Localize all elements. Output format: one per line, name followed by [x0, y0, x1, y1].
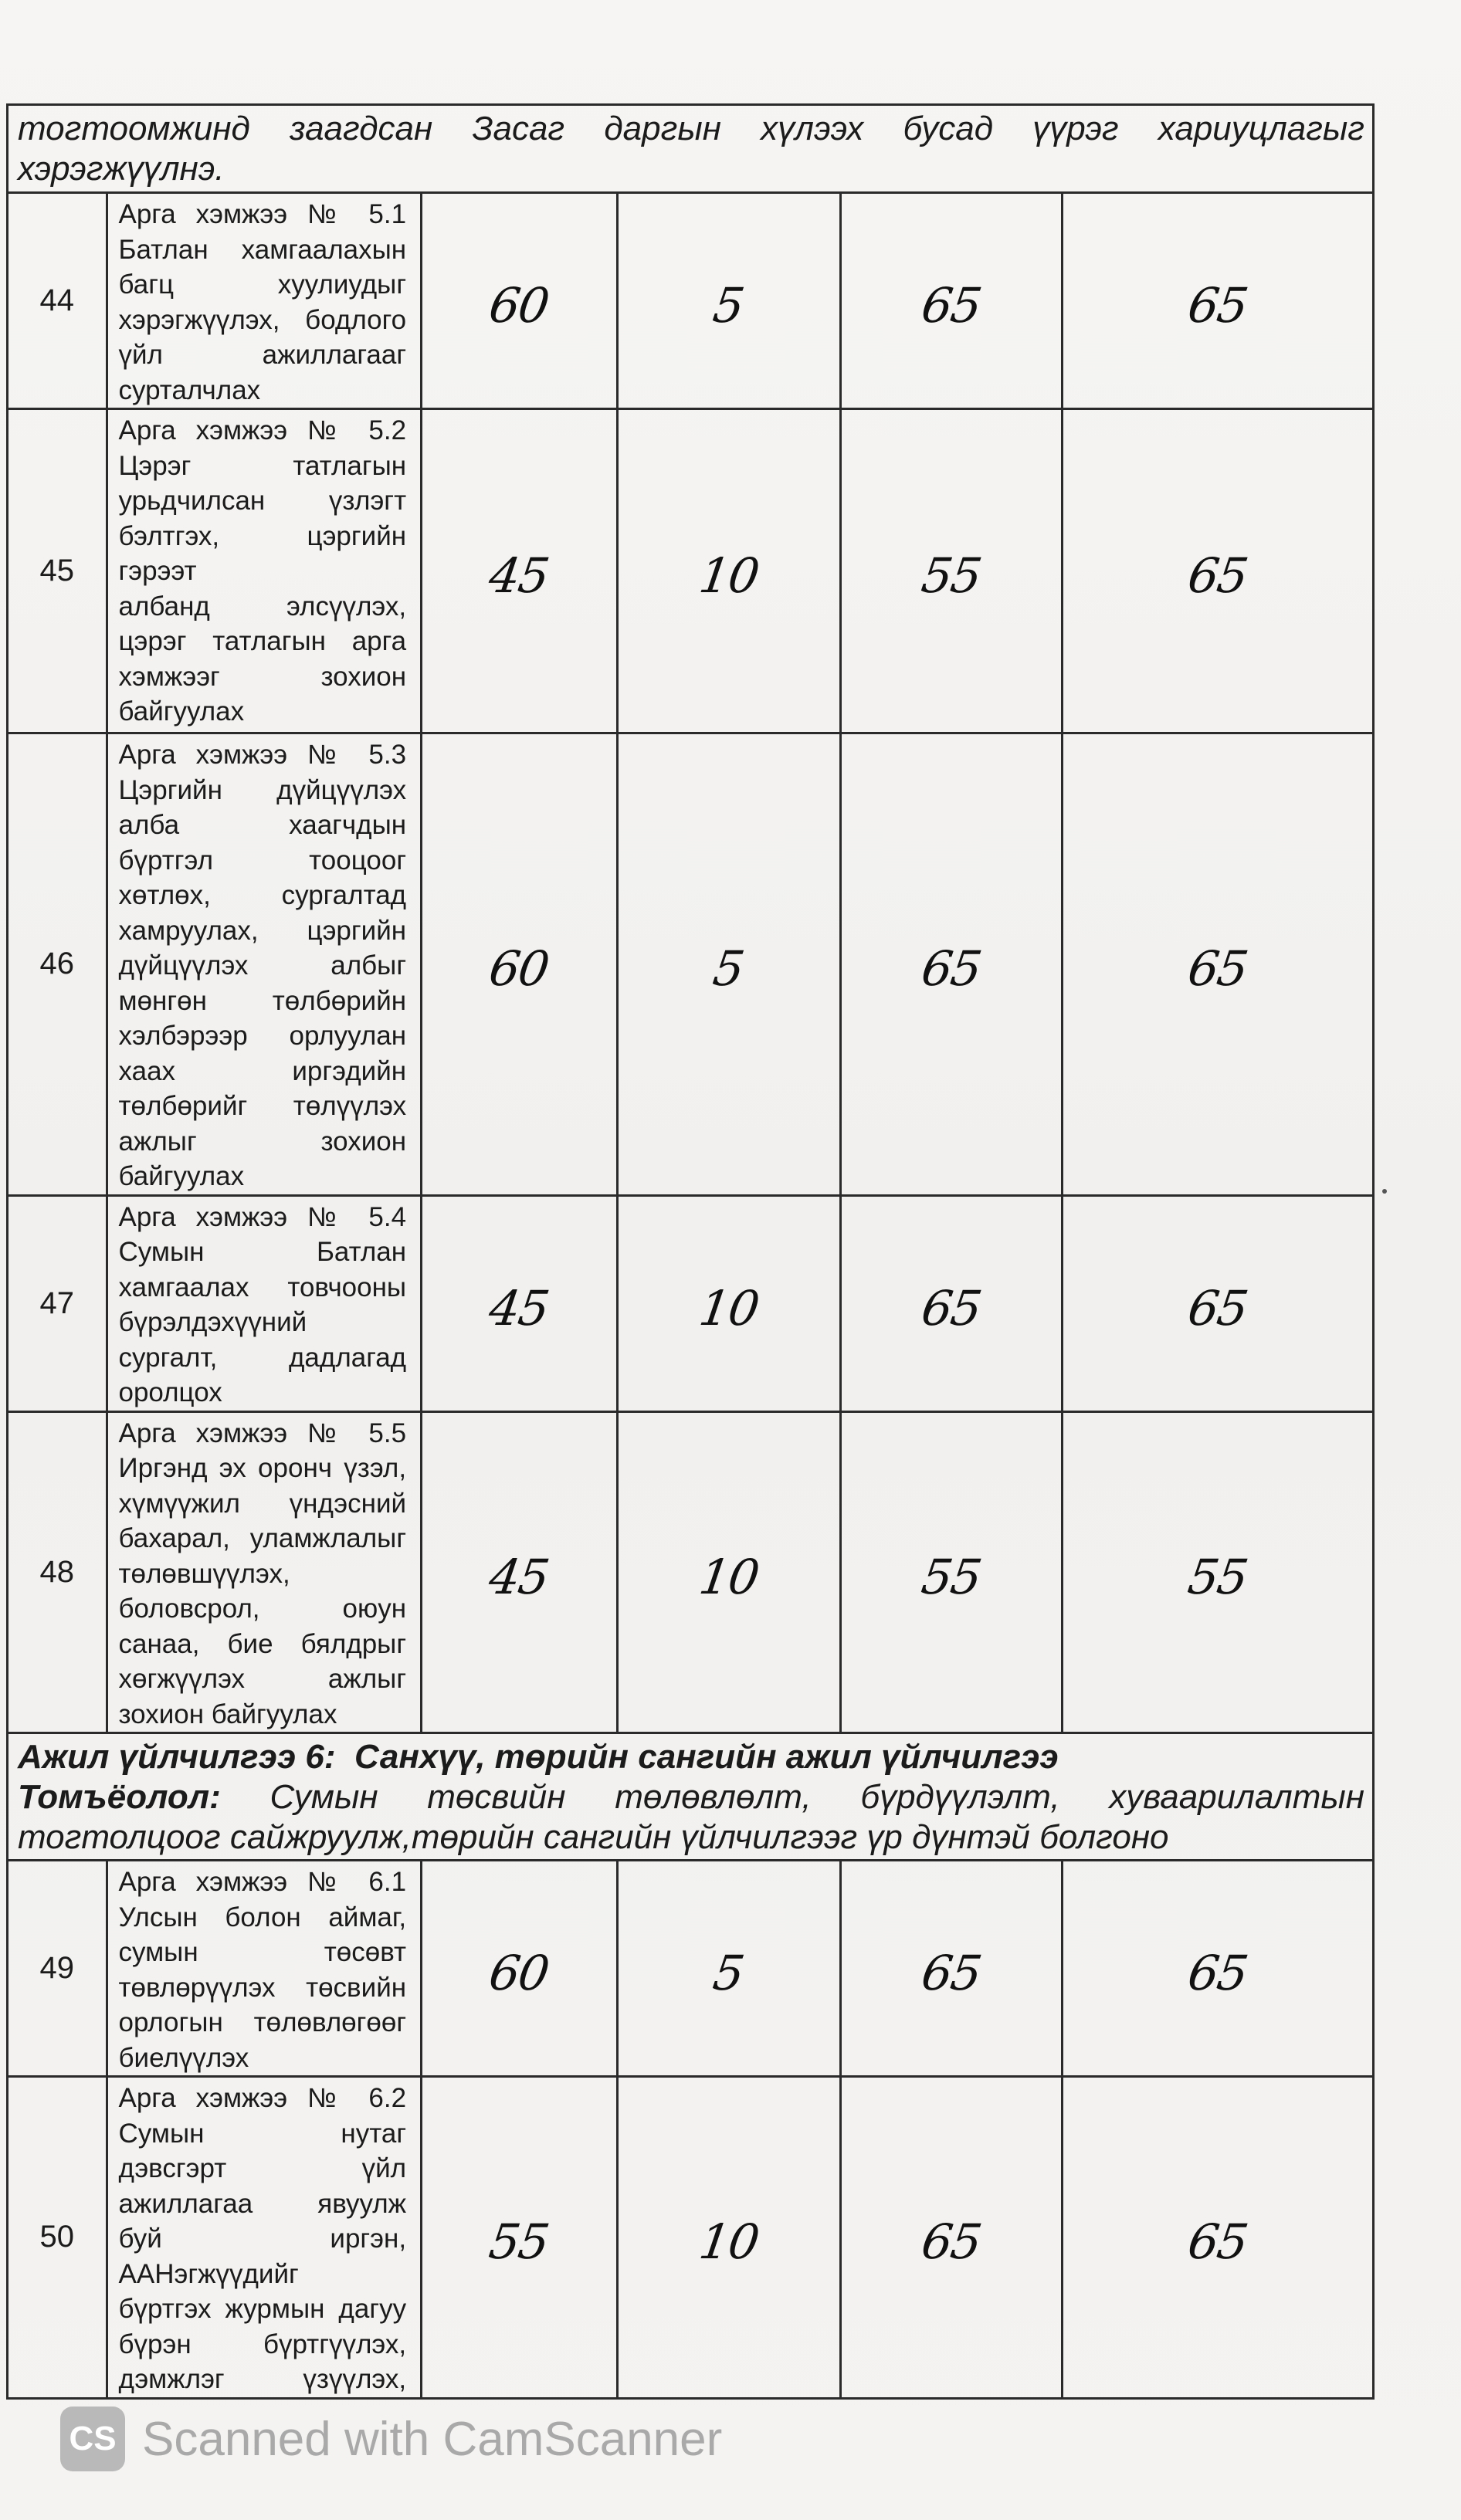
desc-line: төлөвшүүлэх,	[118, 1558, 290, 1589]
row-number: 49	[8, 1861, 107, 2077]
handwritten-value: 45	[486, 1279, 552, 1336]
value-cell	[422, 193, 618, 409]
direction-label: Томъёолол:	[18, 1778, 221, 1816]
desc-line: орлогын төлөвлөгөөг	[118, 2007, 407, 2037]
handwritten-value: 65	[1184, 940, 1250, 998]
value-cell	[422, 1861, 618, 2077]
service-line	[18, 1737, 1364, 1777]
desc-line: санаа, бие бялдрыг	[118, 1628, 407, 1659]
row-description	[107, 1195, 422, 1411]
value-cell	[618, 193, 841, 409]
handwritten-value: 5	[710, 277, 747, 334]
desc-line: бүртгэл тооцоог	[118, 845, 407, 876]
value-cell	[422, 2077, 618, 2399]
table-row	[8, 1195, 1374, 1411]
desc-line: зохион байгуулах	[118, 1699, 337, 1729]
desc-line: Арга хэмжээ № 5.4	[118, 1201, 407, 1232]
handwritten-value: 60	[486, 1945, 552, 2001]
desc-line: Арга хэмжээ № 6.2	[118, 2083, 407, 2113]
row-number: 44	[8, 193, 107, 409]
service-title: Санхүү, төрийн сангийн ажил үйлчилгээ	[354, 1738, 1059, 1776]
table-row	[8, 1411, 1374, 1733]
row-description	[107, 2077, 422, 2399]
handwritten-value: 45	[486, 1548, 552, 1605]
row-number: 48	[8, 1411, 107, 1733]
desc-line: Арга хэмжээ № 5.3	[118, 740, 407, 770]
watermark-text: Scanned with CamScanner	[142, 2412, 723, 2466]
handwritten-value: 10	[695, 547, 761, 604]
desc-line: дэвсгэрт үйл	[118, 2153, 407, 2183]
direction-line-2: тогтолцоог сайжруулж,төрийн сангийн үйлчилгээг үр дүнтэй болгоно	[18, 1818, 1169, 1856]
handwritten-value: 60	[486, 940, 552, 998]
handwritten-value: 55	[1184, 1548, 1250, 1605]
desc-line: сургалт, дадлагад	[118, 1342, 407, 1373]
desc-line: алба хаагчдын	[118, 810, 407, 840]
row-description	[107, 409, 422, 733]
desc-line: албанд элсүүлэх,	[118, 591, 407, 622]
desc-line: урьдчилсан үзлэгт	[118, 486, 407, 516]
row-number: 46	[8, 733, 107, 1196]
desc-line: боловсрол, оюун	[118, 1594, 407, 1624]
value-cell	[618, 733, 841, 1196]
banner-top-line: тогтоомжинд заагдсан Засаг даргын хүлээх бусад үүрэг хариуцлагыг	[18, 110, 1364, 147]
handwritten-value: 65	[917, 277, 985, 334]
value-cell	[422, 409, 618, 733]
desc-line: цэрэг татлагын арга	[118, 626, 407, 656]
desc-line: бүртгэх журмын дагуу	[118, 2294, 407, 2324]
desc-line: гэрээт	[118, 556, 197, 586]
camscanner-watermark	[60, 2404, 722, 2474]
handwritten-value: 5	[710, 1945, 747, 2001]
desc-line: Иргэнд эх оронч үзэл,	[118, 1453, 407, 1483]
handwritten-value: 10	[695, 1548, 761, 1605]
handwritten-value: 10	[695, 2213, 761, 2271]
desc-line: Цэрэг татлагын	[118, 450, 407, 481]
desc-line: байгуулах	[118, 1161, 245, 1191]
value-cell	[841, 733, 1063, 1196]
table-row	[8, 409, 1374, 733]
direction-text: Сумын төсвийн төлөвлөлт, бүрдүүлэлт, хуваарилалтын	[269, 1778, 1364, 1816]
value-cell	[841, 1195, 1063, 1411]
desc-line: багц хуулиудыг	[118, 269, 407, 300]
desc-line: төлбөрийг төлүүлэх	[118, 1091, 407, 1121]
desc-line: Сумын Батлан	[118, 1237, 407, 1267]
value-cell	[1063, 1411, 1374, 1733]
handwritten-value: 10	[695, 1279, 761, 1336]
service-label: Ажил үйлчилгээ 6:	[18, 1738, 336, 1776]
desc-line: бахарал, уламжлалыг	[118, 1523, 407, 1553]
value-cell	[618, 1861, 841, 2077]
speck	[1382, 1189, 1387, 1194]
value-cell	[1063, 1861, 1374, 2077]
value-cell	[1063, 1195, 1374, 1411]
table-row	[8, 193, 1374, 409]
desc-line: Цэргийн дүйцүүлэх	[118, 774, 407, 805]
desc-line: хүмүүжил үндэсний	[118, 1488, 407, 1519]
value-cell	[618, 1411, 841, 1733]
desc-line: хэмжээг зохион	[118, 661, 407, 692]
desc-line: хаах иргэдийн	[118, 1055, 407, 1086]
value-cell	[618, 409, 841, 733]
desc-line: сурталчлах	[118, 374, 261, 405]
handwritten-value: 65	[1184, 547, 1250, 604]
handwritten-value: 65	[917, 1945, 985, 2001]
handwritten-value: 45	[486, 547, 552, 604]
desc-line: сумын төсөвт	[118, 1937, 407, 1967]
desc-line: дүйцүүлэх албыг	[118, 950, 407, 981]
desc-line: Арга хэмжээ № 5.2	[118, 415, 407, 445]
handwritten-value: 65	[917, 1279, 985, 1336]
banner-row-top	[8, 105, 1374, 193]
value-cell	[422, 1195, 618, 1411]
row-number: 50	[8, 2077, 107, 2399]
desc-line: Сумын нутаг	[118, 2118, 407, 2149]
desc-line: ажлыг зохион	[118, 1126, 407, 1157]
row-number: 45	[8, 409, 107, 733]
activity-table	[6, 103, 1375, 2400]
row-number: 47	[8, 1195, 107, 1411]
desc-line: Улсын болон аймаг,	[118, 1902, 407, 1932]
value-cell	[841, 193, 1063, 409]
desc-line: Арга хэмжээ № 5.1	[118, 199, 407, 229]
desc-line: ААНэгжүүдийг	[118, 2258, 299, 2289]
value-cell	[841, 409, 1063, 733]
row-description	[107, 1411, 422, 1733]
desc-line: хэрэгжүүлэх, бодлого	[118, 304, 407, 335]
banner-top-line: хэрэгжүүлнэ.	[18, 150, 225, 188]
desc-line: буй иргэн,	[118, 2224, 407, 2254]
desc-line: дэмжлэг үзүүлэх,	[118, 2364, 407, 2394]
handwritten-value: 65	[1184, 2213, 1250, 2271]
handwritten-value: 55	[486, 2213, 552, 2271]
desc-line: Арга хэмжээ № 5.5	[118, 1418, 407, 1448]
desc-line: ажиллагаа явуулж	[118, 2188, 407, 2219]
handwritten-value: 65	[917, 2213, 985, 2271]
desc-line: хамгаалах товчооны	[118, 1272, 407, 1302]
value-cell	[841, 2077, 1063, 2399]
handwritten-value: 65	[917, 940, 985, 998]
desc-line: Батлан хамгаалахын	[118, 234, 407, 265]
desc-line: бүрэлдэхүүний	[118, 1307, 307, 1337]
value-cell	[422, 733, 618, 1196]
table-row	[8, 2077, 1374, 2399]
handwritten-value: 55	[917, 547, 985, 604]
value-cell	[618, 2077, 841, 2399]
camscanner-logo: CS	[60, 2407, 125, 2471]
row-description	[107, 733, 422, 1196]
value-cell	[1063, 2077, 1374, 2399]
value-cell	[841, 1861, 1063, 2077]
table-row	[8, 1861, 1374, 2077]
value-cell	[841, 1411, 1063, 1733]
desc-line: бэлтгэх, цэргийн	[118, 520, 407, 551]
desc-line: Арга хэмжээ № 6.1	[118, 1867, 407, 1897]
desc-line: төвлөрүүлэх төсвийн	[118, 1972, 407, 2003]
desc-line: биелүүлэх	[118, 2042, 249, 2073]
value-cell	[1063, 193, 1374, 409]
desc-line: оролцох	[118, 1377, 222, 1407]
value-cell	[1063, 733, 1374, 1196]
banner-top	[8, 105, 1374, 193]
value-cell	[618, 1195, 841, 1411]
section-banner-row	[8, 1733, 1374, 1861]
desc-line: хэлбэрээр орлуулан	[118, 1021, 407, 1051]
handwritten-value: 60	[486, 277, 552, 334]
handwritten-value: 65	[1184, 1279, 1250, 1336]
section-6-banner	[8, 1733, 1374, 1861]
value-cell	[422, 1411, 618, 1733]
row-description	[107, 1861, 422, 2077]
desc-line: хөгжүүлэх ажлыг	[118, 1664, 407, 1694]
handwritten-value: 65	[1184, 277, 1250, 334]
desc-line: бүрэн бүртгүүлэх,	[118, 2329, 407, 2359]
value-cell	[1063, 409, 1374, 733]
desc-line: үйл ажиллагааг	[118, 340, 407, 370]
desc-line: хөтлөх, сургалтад	[118, 880, 407, 910]
direction-line	[18, 1777, 1364, 1817]
desc-line: мөнгөн төлбөрийн	[118, 985, 407, 1016]
table-row	[8, 733, 1374, 1196]
handwritten-value: 5	[710, 940, 747, 998]
desc-line: хамруулах, цэргийн	[118, 915, 407, 946]
desc-line: байгуулах	[118, 696, 245, 727]
handwritten-value: 55	[917, 1548, 985, 1605]
handwritten-value: 65	[1184, 1945, 1250, 2001]
row-description	[107, 193, 422, 409]
